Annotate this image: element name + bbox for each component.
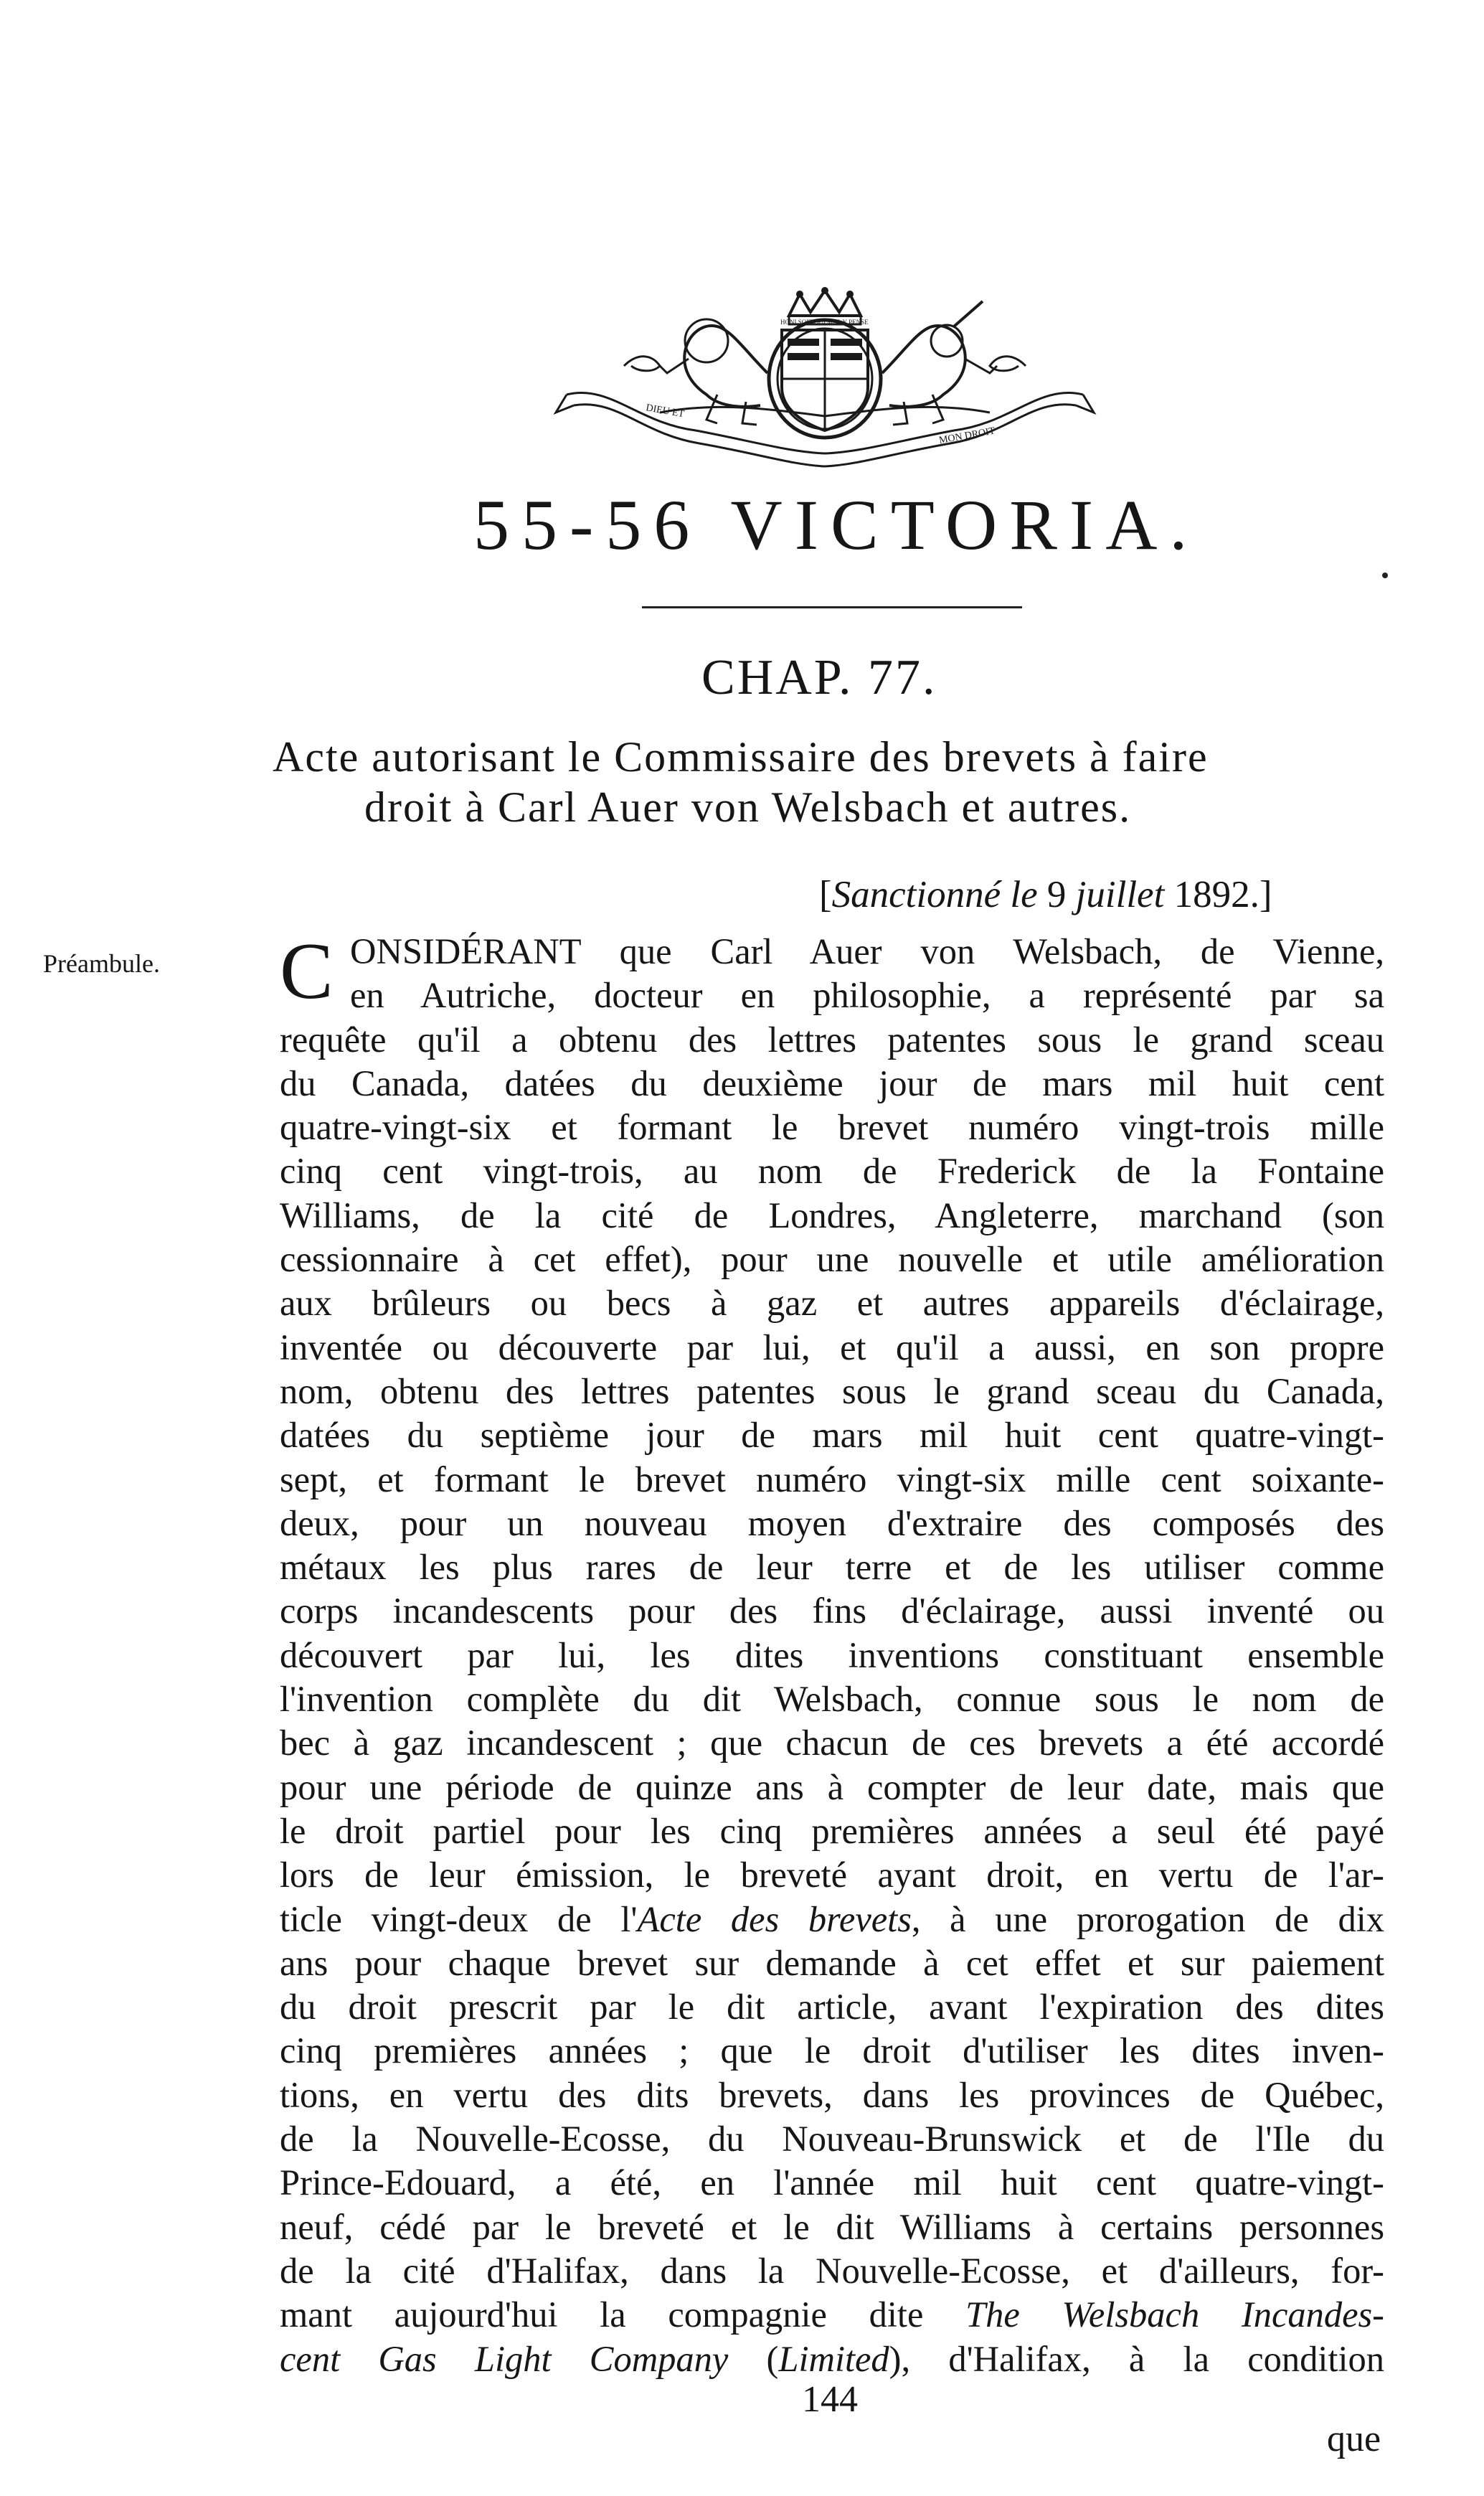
stray-ink-dot [1382, 573, 1388, 578]
text-line: aux brûleurs ou becs à gaz et autres appareils d'éclairage, [280, 1283, 1384, 1324]
act-title-line-1: Acte autorisant le Commissaire des brevets à faire [273, 733, 1209, 781]
text-line: lors de leur émission, le breveté ayant droit, en vertu de l'ar- [280, 1855, 1384, 1895]
sanction-month: juillet [1075, 874, 1165, 915]
text-line: de la Nouvelle-Ecosse, du Nouveau-Brunswick et de l'Ile du [280, 2119, 1384, 2160]
text-line: de la cité d'Halifax, dans la Nouvelle-Ecosse, et d'ailleurs, for- [280, 2250, 1384, 2291]
crest-garter-text: HONI SOIT QUI MAL Y PENSE [780, 319, 869, 326]
sanction-year: 1892.] [1164, 874, 1272, 915]
text-line: le droit partiel pour les cinq premières années a seul été payé [280, 1810, 1384, 1851]
text-run: ticle vingt-deux de l' [280, 1898, 638, 1939]
text-line: cessionnaire à cet effet), pour une nouvelle et utile amélioration [280, 1239, 1384, 1280]
text-line: inventée ou découverte par lui, et qu'il a aussi, en son propre [280, 1327, 1384, 1367]
text-line: Prince-Edouard, a été, en l'année mil huit cent quatre-vingt- [280, 2162, 1384, 2203]
text-line: métaux les plus rares de leur terre et de les utiliser comme [280, 1547, 1384, 1588]
text-run: , à une prorogation de dix [911, 1898, 1384, 1939]
act-title [273, 732, 1391, 832]
text-line: cinq cent vingt-trois, au nom de Frederick de la Fontaine [280, 1151, 1384, 1192]
text-line: en Autriche, docteur en philosophie, a représenté par sa [350, 975, 1384, 1016]
text-line: corps incandescents pour des fins d'éclairage, aussi inventé ou [280, 1591, 1384, 1631]
sanction-label: Sanctionné le [831, 874, 1038, 915]
sanction-date [819, 870, 1272, 920]
text-line: découvert par lui, les dites inventions constituant ensemble [280, 1634, 1384, 1675]
act-reference: Acte des brevets [637, 1898, 912, 1939]
text-line: du Canada, datées du deuxième jour de mars mil huit cent [280, 1063, 1384, 1103]
text-line [280, 2337, 1384, 2381]
text-line: datées du septième jour de mars mil huit cent quatre-vingt- [280, 1415, 1384, 1456]
text-line [280, 2293, 1384, 2337]
text-line: nom, obtenu des lettres patentes sous le grand sceau du Canada, [280, 1370, 1384, 1411]
text-line: cinq premières années ; que le droit d'utiliser les dites inven- [280, 2030, 1384, 2071]
text-line [280, 1898, 1384, 1941]
drop-cap: C [280, 927, 334, 1016]
company-name-part-2: cent Gas Light Company [280, 2338, 729, 2379]
text-line: tions, en vertu des dits brevets, dans les provinces de Québec, [280, 2074, 1384, 2115]
company-name-part-1: The Welsbach Incandes- [965, 2294, 1385, 2335]
text-line: sept, et formant le brevet numéro vingt-six mille cent soixante- [280, 1459, 1384, 1499]
preamble-text [280, 927, 1385, 2381]
text-line: requête qu'il a obtenu des lettres patentes sous le grand sceau [280, 1019, 1384, 1060]
crest-motto-left: DIEU ET [645, 402, 686, 420]
act-title-line-2: droit à Carl Auer von Welsbach et autres. [364, 783, 1132, 831]
text-line: deux, pour un nouveau moyen d'extraire des composés des [280, 1502, 1384, 1543]
sanction-bracket: [ [819, 874, 832, 915]
text-line: Williams, de la cité de Londres, Angleterre, marchand (son [280, 1195, 1384, 1235]
margin-note-preamble: Préambule. [43, 949, 160, 978]
text-run: ( [728, 2338, 779, 2379]
text-line: l'invention complète du dit Welsbach, connue sous le nom de [280, 1679, 1384, 1720]
text-line: quatre-vingt-six et formant le brevet numéro vingt-trois mille [280, 1107, 1384, 1148]
catchword: que [1327, 2419, 1381, 2459]
company-limited: Limited [778, 2338, 889, 2379]
text-line: pour une période de quinze ans à compter de leur date, mais que [280, 1766, 1384, 1807]
crest-motto-right: MON DROIT [938, 425, 996, 446]
text-run: mant aujourd'hui la compagnie dite [280, 2294, 966, 2335]
text-run: ), d'Halifax, à la condition [889, 2338, 1384, 2379]
regnal-year-heading: 55-56 VICTORIA. [473, 485, 1200, 565]
heading-rule [642, 606, 1022, 608]
text-line: bec à gaz incandescent ; que chacun de ces brevets a été accordé [280, 1723, 1384, 1763]
text-line: du droit prescrit par le dit article, avant l'expiration des dites [280, 1987, 1384, 2028]
chapter-number: CHAP. 77. [701, 650, 937, 705]
text-line: ans pour chaque brevet sur demande à cet effet et sur paiement [280, 1942, 1384, 1983]
text-line: ONSIDÉRANT que Carl Auer von Welsbach, de Vienne, [350, 931, 1384, 971]
royal-coat-of-arms [552, 287, 1097, 481]
page-number: 144 [802, 2379, 858, 2420]
text-line: neuf, cédé par le breveté et le dit Williams à certains personnes [280, 2206, 1384, 2247]
sanction-day: 9 [1037, 874, 1076, 915]
